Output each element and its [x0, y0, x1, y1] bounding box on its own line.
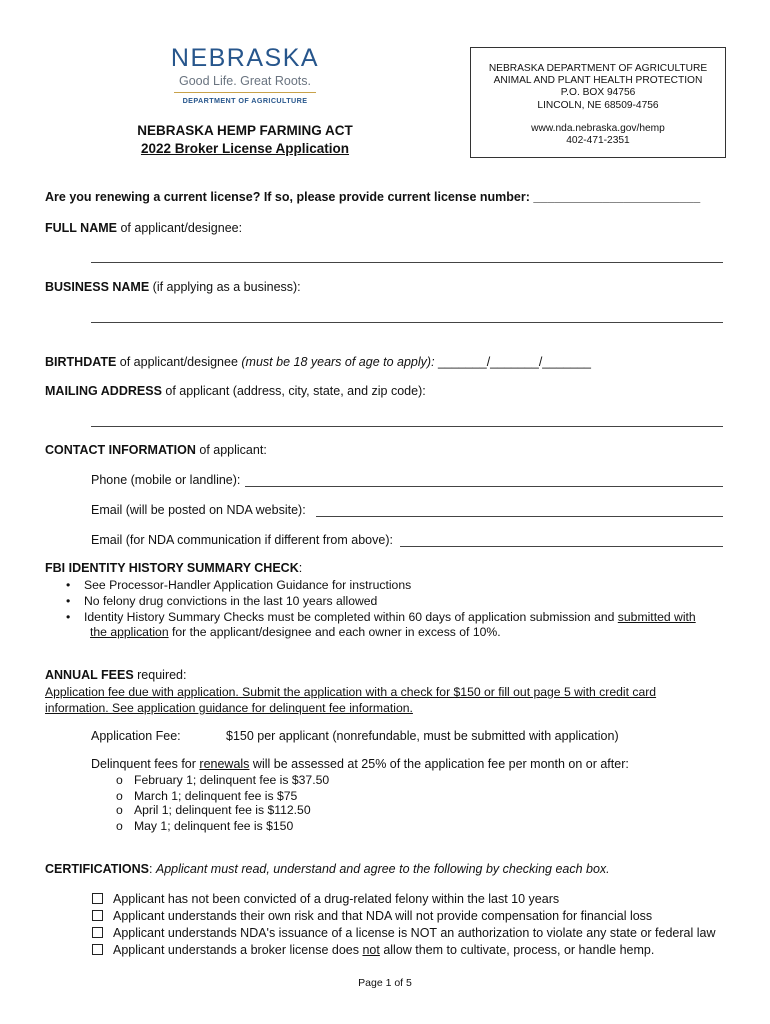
- email2-label: Email (for NDA communication if different from above):: [91, 533, 393, 547]
- title-application: 2022 Broker License Application: [140, 141, 350, 156]
- address-website: www.nda.nebraska.gov/hemp: [531, 122, 665, 134]
- fbi-heading-text: FBI IDENTITY HISTORY SUMMARY CHECK: [45, 561, 299, 575]
- certification-text: Applicant understands their own risk and that NDA will not provide compensation for financial loss: [113, 909, 653, 923]
- full-name-field[interactable]: [91, 262, 723, 263]
- list-item: [66, 610, 696, 624]
- email2-field[interactable]: [400, 546, 723, 547]
- fbi-heading-colon: :: [298, 561, 303, 575]
- list-item: [116, 773, 329, 787]
- business-name-desc: (if applying as a business):: [149, 280, 301, 294]
- fees-heading-text: ANNUAL FEES: [45, 668, 134, 682]
- certification-checkbox[interactable]: [92, 927, 103, 938]
- address-line: NEBRASKA DEPARTMENT OF AGRICULTURE: [488, 63, 708, 74]
- certification-checkbox[interactable]: [92, 944, 103, 955]
- logo-divider: [174, 92, 316, 93]
- phone-label: Phone (mobile or landline):: [91, 473, 241, 487]
- birthdate-label: [45, 355, 591, 369]
- bullet-text: for the applicant/designee and each owner in excess of 10%.: [168, 625, 501, 639]
- address-phone: 402-471-2351: [566, 135, 630, 147]
- bullet-text: See Processor-Handler Application Guidance for instructions: [84, 578, 412, 592]
- delinquent-fees-text: [91, 757, 629, 771]
- renewal-question: [45, 190, 700, 204]
- birthdate-heading: BIRTHDATE: [45, 355, 117, 369]
- application-fee-label: Application Fee:: [91, 729, 181, 743]
- contact-info-label: [45, 443, 267, 457]
- address-line: P.O. BOX 94756: [560, 87, 636, 99]
- renewal-label: Are you renewing a current license? If so, please provide current license number:: [45, 190, 530, 204]
- certification-text: allow them to cultivate, process, or handle hemp.: [379, 943, 655, 957]
- full-name-desc: of applicant/designee:: [117, 221, 243, 235]
- birthdate-note: (must be 18 years of age to apply):: [241, 355, 435, 369]
- cert-heading-text: CERTIFICATIONS: [45, 862, 149, 876]
- sub-bullet-text: March 1; delinquent fee is $75: [134, 789, 298, 803]
- certification-text-underlined: not: [362, 943, 380, 957]
- cert-instruction: Applicant must read, understand and agree to the following by checking each box.: [155, 862, 610, 876]
- list-item: [116, 819, 293, 833]
- mailing-desc: of applicant (address, city, state, and zip code):: [161, 384, 426, 398]
- license-number-field[interactable]: ________________________: [533, 190, 701, 204]
- bullet-text-underlined: the application: [90, 625, 169, 639]
- certification-text: Applicant understands NDA's issuance of a license is NOT an authorization to violate any state or federal law: [113, 926, 716, 940]
- bullet-text: Identity History Summary Checks must be completed within 60 days of application submission and: [84, 610, 618, 624]
- title-act: NEBRASKA HEMP FARMING ACT: [137, 123, 353, 138]
- certification-text: Applicant understands a broker license does: [113, 943, 363, 957]
- contact-desc: of applicant:: [195, 443, 267, 457]
- birthdate-field[interactable]: _______/_______/_______: [434, 355, 591, 369]
- fees-note-line: information. See application guidance for delinquent fee information.: [45, 701, 413, 715]
- delinquent-pre: Delinquent fees for: [91, 757, 200, 771]
- delinquent-underlined: renewals: [199, 757, 250, 771]
- certification-row: [92, 943, 654, 957]
- full-name-heading: FULL NAME: [45, 221, 117, 235]
- fees-note: [45, 684, 656, 716]
- phone-field[interactable]: [245, 486, 723, 487]
- page-title: [100, 122, 390, 158]
- page-number: Page 1 of 5: [358, 977, 412, 989]
- mailing-address-label: [45, 384, 426, 398]
- bullet-icon: •: [66, 578, 71, 592]
- delinquent-post: will be assessed at 25% of the application fee per month on or after:: [249, 757, 629, 771]
- address-box: [470, 47, 726, 158]
- certification-text: Applicant has not been convicted of a drug-related felony within the last 10 years: [113, 892, 560, 906]
- business-name-field[interactable]: [91, 322, 723, 323]
- list-item: [66, 594, 377, 608]
- email-field[interactable]: [316, 516, 723, 517]
- full-name-label: [45, 221, 242, 235]
- birthdate-desc: of applicant/designee: [116, 355, 242, 369]
- list-item: [116, 789, 297, 803]
- business-name-label: [45, 280, 301, 294]
- logo-wordmark: NEBRASKA: [170, 44, 320, 72]
- address-line: ANIMAL AND PLANT HEALTH PROTECTION: [493, 75, 703, 87]
- mailing-address-field[interactable]: [91, 426, 723, 427]
- business-name-heading: BUSINESS NAME: [45, 280, 150, 294]
- sub-bullet-text: May 1; delinquent fee is $150: [134, 819, 294, 833]
- sub-bullet-icon: o: [116, 789, 123, 803]
- certification-checkbox[interactable]: [92, 910, 103, 921]
- certification-row: [92, 926, 715, 940]
- fees-heading-rest: required:: [133, 668, 187, 682]
- list-item-continued: [90, 625, 501, 639]
- logo-department: DEPARTMENT OF AGRICULTURE: [182, 96, 308, 105]
- bullet-icon: •: [66, 594, 71, 608]
- nda-logo: [170, 44, 320, 105]
- logo-tagline: Good Life. Great Roots.: [178, 74, 311, 88]
- list-item: [116, 803, 311, 817]
- sub-bullet-text: February 1; delinquent fee is $37.50: [134, 773, 330, 787]
- sub-bullet-icon: o: [116, 819, 123, 833]
- bullet-icon: •: [66, 610, 71, 624]
- certification-checkbox[interactable]: [92, 893, 103, 904]
- bullet-text-underlined: submitted with: [617, 610, 696, 624]
- application-fee-value: $150 per applicant (nonrefundable, must be submitted with application): [226, 729, 619, 743]
- sub-bullet-icon: o: [116, 773, 123, 787]
- bullet-text: No felony drug convictions in the last 10 years allowed: [84, 594, 378, 608]
- sub-bullet-text: April 1; delinquent fee is $112.50: [134, 803, 311, 817]
- certification-row: [92, 909, 652, 923]
- certification-row: [92, 892, 559, 906]
- fees-note-line: Application fee due with application. Submit the application with a check for $150 or fill out page 5 with credit card: [45, 685, 657, 699]
- mailing-heading: MAILING ADDRESS: [45, 384, 162, 398]
- email-label: Email (will be posted on NDA website):: [91, 503, 306, 517]
- address-line: LINCOLN, NE 68509-4756: [537, 99, 659, 111]
- annual-fees-heading: [45, 668, 186, 682]
- list-item: [66, 578, 411, 592]
- cert-heading-colon: :: [148, 862, 156, 876]
- certifications-heading: [45, 862, 610, 876]
- contact-heading: CONTACT INFORMATION: [45, 443, 196, 457]
- sub-bullet-icon: o: [116, 803, 123, 817]
- fbi-heading: [45, 561, 302, 575]
